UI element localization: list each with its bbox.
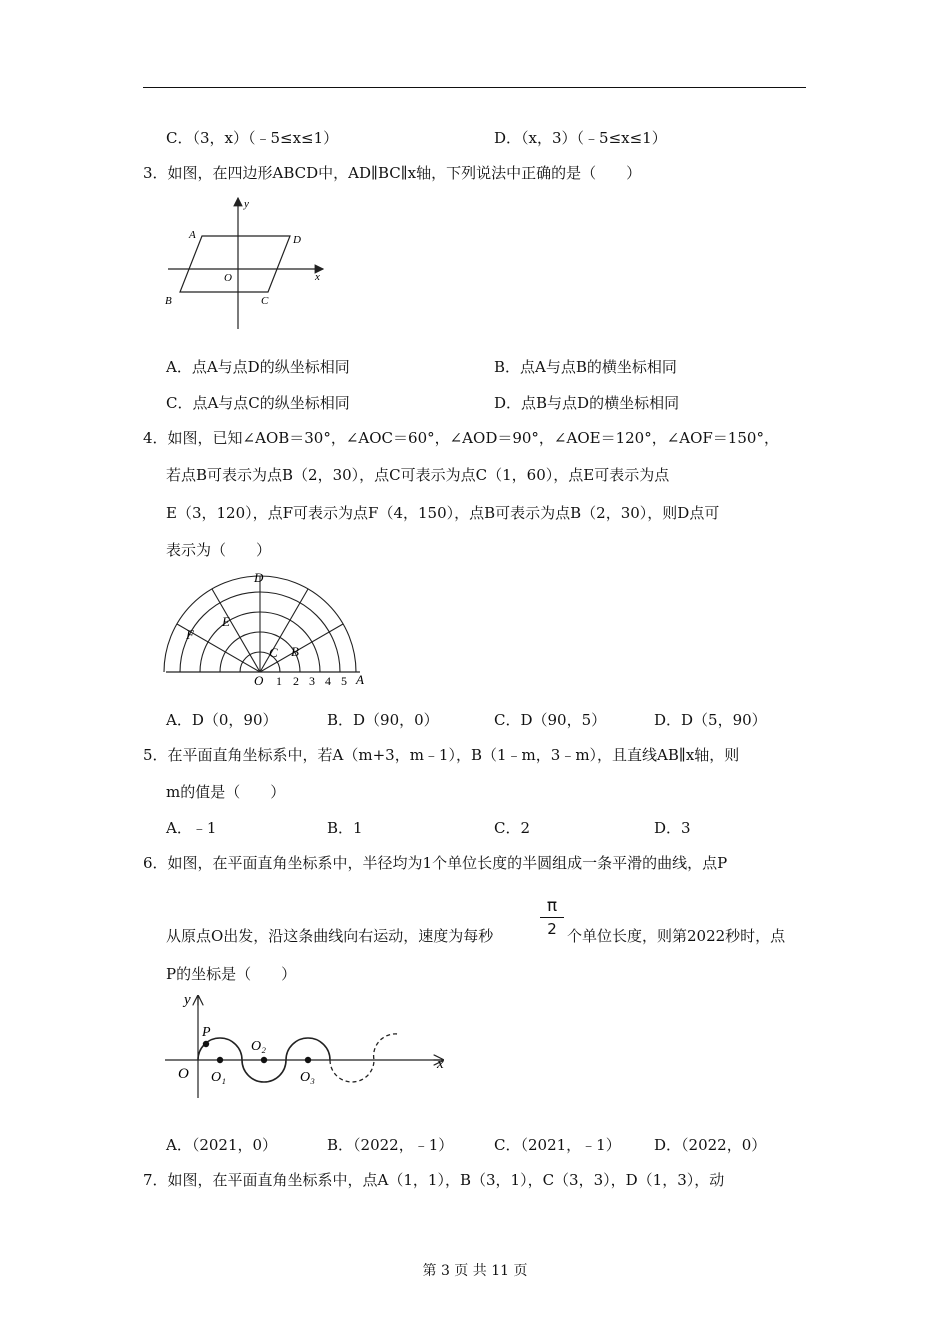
q2-option-d: D．（x，3）（﹣5≤x≤1） [494,129,667,147]
q6-fraction [539,895,565,940]
label-d: D [293,234,301,246]
q4-stem-line1: 4．如图，已知∠AOB＝30°，∠AOC＝60°，∠AOD＝90°，∠AOE＝120°，∠AOF＝150°， [143,429,779,447]
label-o2: O₂ [251,1039,266,1054]
label-b: B [165,295,172,307]
q6-option-a: A．（2021，0） [166,1136,278,1154]
label-f: F [186,627,194,642]
q5-option-c: C．2 [494,819,531,837]
label-o: O [254,673,264,688]
q3-option-d: D．点B与点D的横坐标相同 [494,394,680,412]
q5-stem-line2: m的值是（ ） [166,783,286,801]
label-o: O [224,272,232,284]
point-p [203,1041,209,1047]
q6-stem-line2b: 个单位长度，则第2022秒时，点 [567,927,786,945]
point-o2 [261,1057,267,1063]
label-o: O [178,1066,189,1082]
tick-1: 1 [276,674,282,688]
q6-stem-line3: P的坐标是（ ） [166,965,297,983]
label-c: C [261,295,269,307]
ray-e [212,589,260,672]
q6-option-d: D．（2022，0） [654,1136,767,1154]
q6-option-b: B．（2022，﹣1） [327,1136,454,1154]
tick-4: 4 [325,674,331,688]
q7-stem-line1: 7．如图，在平面直角坐标系中，点A（1，1），B（3，1），C（3，3），D（1，3），动 [143,1171,725,1189]
point-o3 [305,1057,311,1063]
q4-figure [160,568,370,692]
label-b: B [291,644,299,659]
q5-stem-line1: 5．在平面直角坐标系中，若A（m+3，m﹣1），B（1﹣m，3﹣m），且直线AB∥x轴，则 [143,746,740,764]
q3-option-a: A．点A与点D的纵坐标相同 [166,358,350,376]
label-a: A [356,672,364,687]
label-x: x [315,271,320,283]
fraction-denominator: 2 [547,920,557,938]
q4-stem-line3: E（3，120），点F可表示为点F（4，150），点B可表示为点B（2，30），则D点可 [166,504,720,522]
tick-5: 5 [341,674,347,688]
label-e: E [222,614,230,629]
page-footer: 第 3 页 共 11 页 [422,1263,528,1279]
semicircle-curve-continued [330,1034,398,1082]
q4-option-d: D．D（5，90） [654,711,767,729]
point-o1 [217,1057,223,1063]
q3-option-b: B．点A与点B的横坐标相同 [494,358,677,376]
label-c: C [269,645,278,660]
label-y: y [184,992,191,1008]
q6-stem-line2a: 从原点O出发，沿这条曲线向右运动，速度为每秒 [166,927,494,945]
q4-option-a: A．D（0，90） [166,711,278,729]
label-p: P [202,1025,211,1040]
label-d: D [254,570,264,585]
label-o1: O₁ [211,1070,226,1085]
label-x: x [437,1056,444,1072]
q6-stem-line1: 6．如图，在平面直角坐标系中，半径均为1个单位长度的半圆组成一条平滑的曲线，点P [143,854,728,872]
fraction-numerator: π [546,896,558,916]
quadrilateral-abcd [180,236,290,292]
q5-option-a: A．﹣1 [166,819,217,837]
q4-option-c: C．D（90，5） [494,711,607,729]
q6-option-c: C．（2021，﹣1） [494,1136,621,1154]
q4-stem-line4: 表示为（ ） [166,541,272,559]
q2-option-c: C．（3，x）（﹣5≤x≤1） [166,129,339,147]
q5-option-d: D．3 [654,819,691,837]
q3-option-c: C．点A与点C的纵坐标相同 [166,394,350,412]
ray-c [260,589,308,672]
label-o3: O₃ [300,1070,315,1085]
tick-3: 3 [309,674,315,688]
q4-option-b: B．D（90，0） [327,711,439,729]
header-rule [143,87,806,88]
label-a: A [189,229,196,241]
tick-2: 2 [293,674,299,688]
q4-stem-line2: 若点B可表示为点B（2，30），点C可表示为点C（1，60），点E可表示为点 [166,466,670,484]
q6-figure [160,990,460,1102]
q5-option-b: B．1 [327,819,363,837]
q3-stem: 3．如图，在四边形ABCD中，AD∥BC∥x轴，下列说法中正确的是（ ） [143,164,642,182]
q3-figure [160,193,330,333]
label-y: y [244,198,249,210]
